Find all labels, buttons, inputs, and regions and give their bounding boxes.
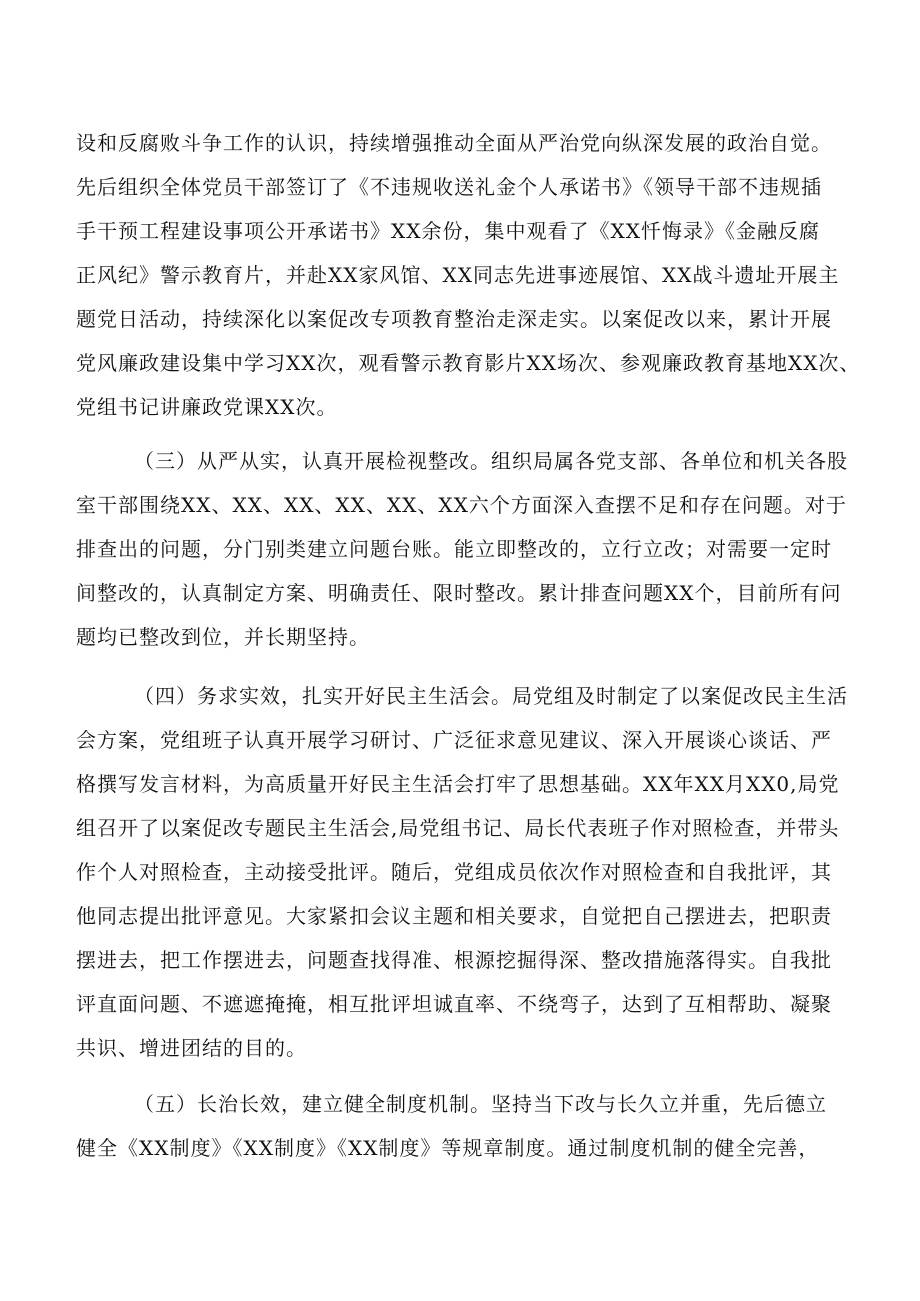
paragraph-2-line-5: 题均已整改到位，并长期坚持。 bbox=[76, 625, 370, 649]
paragraph-2-line-4: 间整改的，认真制定方案、明确责任、限时整改。累计排查问题XX个，目前所有问 bbox=[76, 581, 842, 605]
paragraph-1-line-4: 正风纪》警示教育片，并赴XX家风馆、XX同志先进事迹展馆、XX战斗遗址开展主 bbox=[76, 263, 840, 287]
paragraph-1-line-6: 党风廉政建设集中学习XX次，观看警示教育影片XX场次、参观廉政教育基地XX次、 bbox=[76, 351, 861, 375]
paragraph-3-line-4: 组召开了以案促改专题民主生活会,局党组书记、局长代表班子作对照检查，并带头 bbox=[76, 816, 840, 840]
paragraph-3-line-3: 格撰写发言材料，为高质量开好民主生活会打牢了思想基础。XX年XX月XX0,局党 bbox=[76, 772, 840, 796]
paragraph-3-line-6: 他同志提出批评意见。大家紧扣会议主题和相关要求，自觉把自己摆进去，把职责 bbox=[76, 904, 832, 928]
paragraph-2-line-1: （三）从严从实，认真开展检视整改。组织局属各党支部、各单位和机关各股 bbox=[134, 449, 848, 473]
paragraph-1-line-7: 党组书记讲廉政党课XX次。 bbox=[76, 395, 338, 419]
paragraph-2-line-3: 排查出的问题，分门别类建立问题台账。能立即整改的，立行立改；对需要一定时 bbox=[76, 537, 832, 561]
paragraph-3-line-9: 共识、增进团结的目的。 bbox=[76, 1036, 307, 1060]
paragraph-1-line-3: 手干预工程建设事项公开承诺书》XX余份，集中观看了《XX忏悔录》《金融反腐 bbox=[76, 219, 820, 243]
paragraph-1-line-2: 先后组织全体党员干部签订了《不违规收送礼金个人承诺书》《领导干部不违规插 bbox=[76, 175, 822, 199]
paragraph-3-line-7: 摆进去，把工作摆进去，问题查找得准、根源挖掘得深、整改措施落得实。自我批 bbox=[76, 948, 832, 972]
paragraph-1-line-5: 题党日活动，持续深化以案促改专项教育整治走深走实。以案促改以来，累计开展 bbox=[76, 307, 832, 331]
paragraph-3-line-8: 评直面问题、不遮遮掩掩，相互批评坦诚直率、不绕弯子，达到了互相帮助、凝聚 bbox=[76, 992, 832, 1016]
paragraph-3-line-5: 作个人对照检查，主动接受批评。随后，党组成员依次作对照检查和自我批评，其 bbox=[76, 860, 832, 884]
paragraph-4-line-2: 健全《XX制度》《XX制度》《XX制度》等规章制度。通过制度机制的健全完善， bbox=[76, 1136, 820, 1160]
paragraph-3-line-2: 会方案，党组班子认真开展学习研讨、广泛征求意见建议、深入开展谈心谈话、严 bbox=[76, 728, 832, 752]
paragraph-1-line-1: 设和反腐败斗争工作的认识，持续增强推动全面从严治党向纵深发展的政治自觉。 bbox=[76, 131, 832, 155]
paragraph-2-line-2: 室干部围绕XX、XX、XX、XX、XX、XX六个方面深入查摆不足和存在问题。对于 bbox=[76, 493, 847, 517]
paragraph-3-line-1: （四）务求实效，扎实开好民主生活会。局党组及时制定了以案促改民主生活 bbox=[134, 684, 848, 708]
paragraph-4-line-1: （五）长治长效，建立健全制度机制。坚持当下改与长久立并重，先后德立 bbox=[134, 1092, 827, 1116]
